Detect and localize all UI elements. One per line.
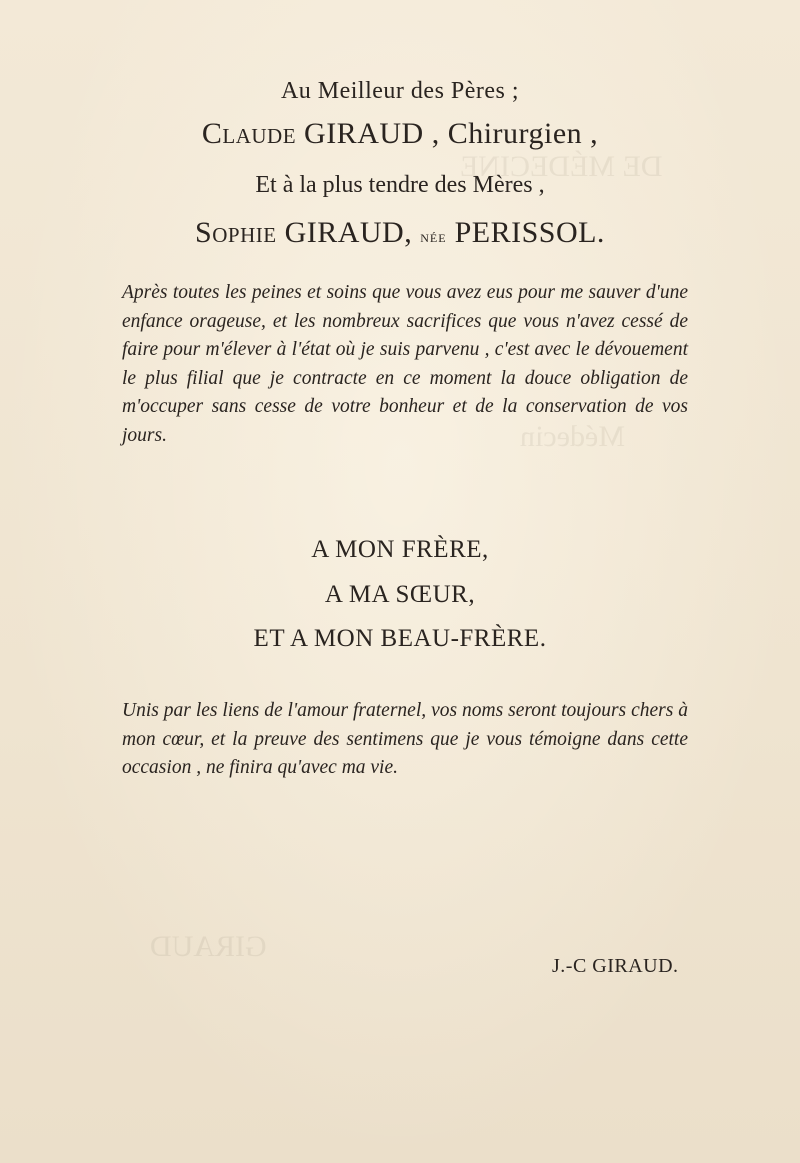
bleed-through-text: GIRAUD [150, 930, 267, 963]
author-signature: J.-C GIRAUD. [552, 955, 679, 977]
father-title: , Chirurgien , [431, 117, 599, 150]
dedication-father-intro: Au Meilleur des Pères ; [280, 78, 520, 104]
mother-last-name: GIRAUD, [284, 216, 413, 249]
sibling-line-brother: A MON FRÈRE, [311, 536, 489, 563]
parents-dedication-paragraph: Après toutes les peines et soins que vous avez eus pour me sauver d'une enfance orageuse, et les nombreux sacrifices que vous n'avez cessé de faire pour m'élever à l'état où je suis parvenu , c'est avec le dévouement le plus filial que je contracte en ce moment la douce obligation de m'occuper sans cesse de votre bonheur et de la conservation de vos jours. [122, 282, 688, 446]
dedication-mother-intro: Et à la plus tendre des Mères , [255, 172, 545, 198]
sibling-line-sister: A MA SŒUR, [324, 581, 476, 608]
mother-maiden-name: PERISSOL. [454, 216, 605, 249]
mother-first-name: Sophie [195, 216, 277, 249]
siblings-dedication-paragraph: Unis par les liens de l'amour fraternel, vos noms seront toujours chers à mon cœur, et la preuve des sentimens que je vous témoigne dans cette occasion , ne finira qu'avec ma vie. [122, 700, 688, 778]
bleed-through-text: DE MÉDECINE [460, 150, 663, 183]
father-name-line [0, 117, 800, 151]
father-last-name: GIRAUD [304, 117, 424, 150]
mother-name-line [0, 216, 800, 250]
mother-nee: née [420, 227, 447, 246]
sibling-line-brother-in-law: ET A MON BEAU-FRÈRE. [253, 625, 547, 652]
father-first-name: Claude [201, 117, 297, 150]
bleed-through-text: Médecin [520, 420, 625, 453]
